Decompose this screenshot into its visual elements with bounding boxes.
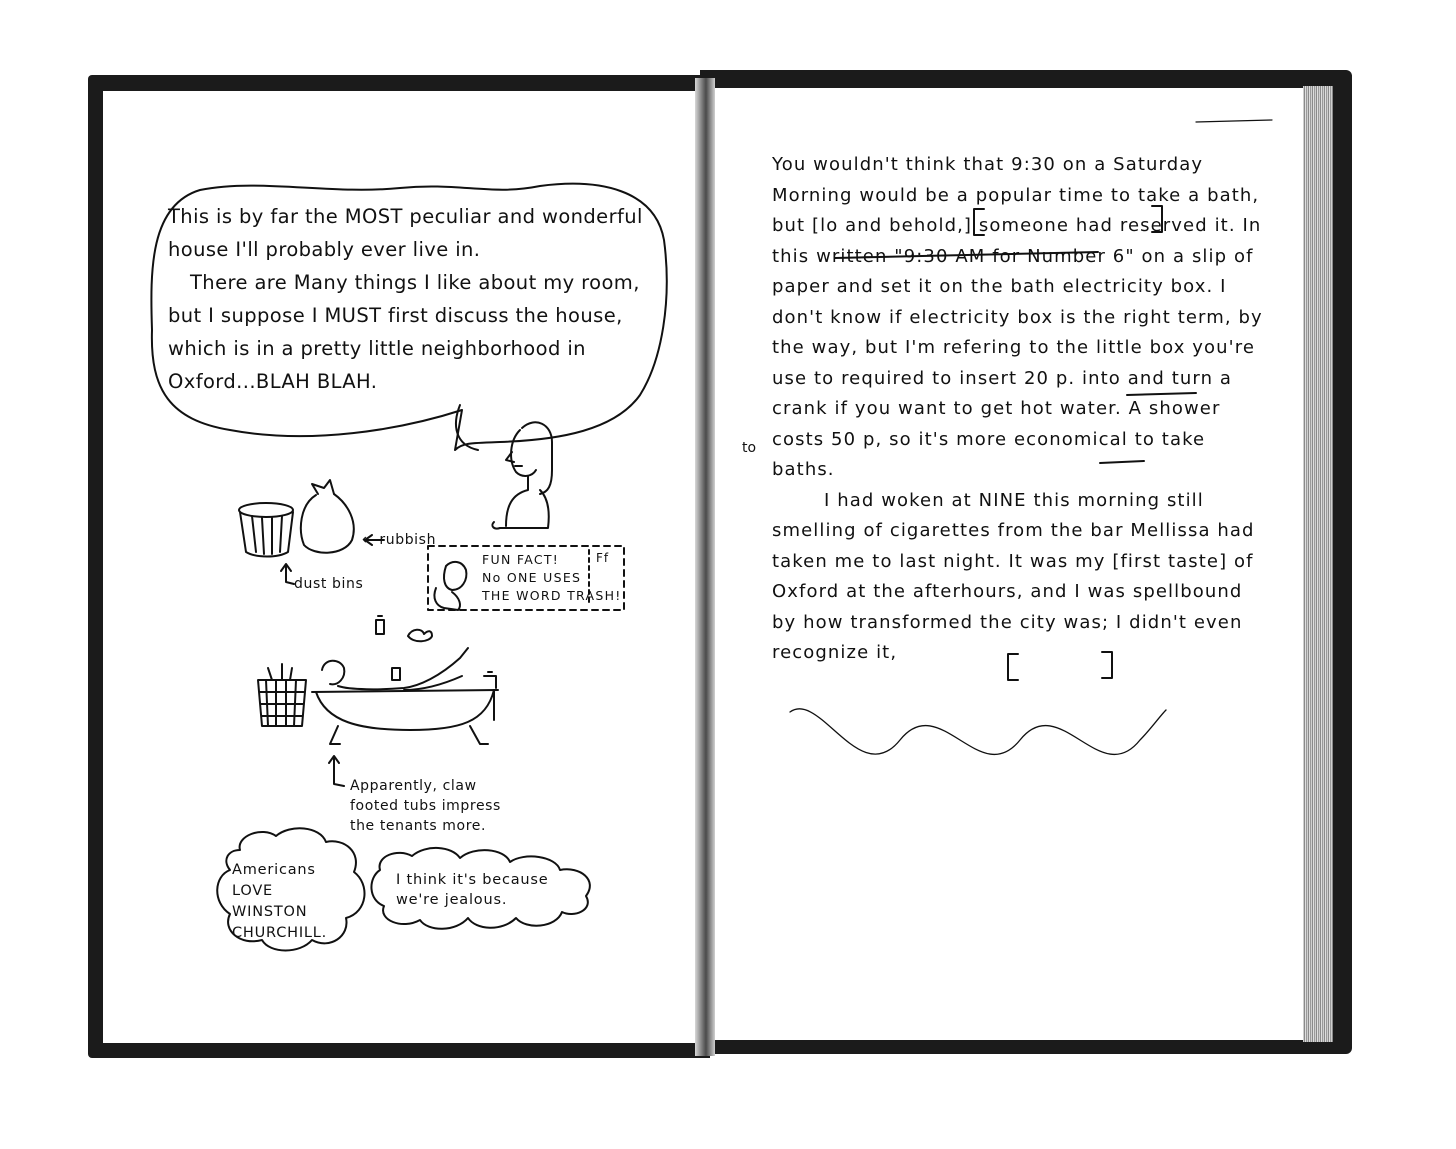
rubber-duck-icon [408,630,432,642]
fun-fact-line-3: THE WORD TRASH! [482,588,622,603]
fun-fact-line-2: No ONE USES [482,570,582,585]
journal-paragraph-2: I had woken at NINE this morning still smelling of cigarettes from the bar Mellissa had taken me to last night. It was my [first taste] of Oxford at the afterhours, and I was spellbound by how transformed the city was; I didn't even recognize it, [772,489,1255,663]
dust-bin-icon [239,503,293,557]
fun-fact-badge: Ff [596,551,610,565]
bottle-icon [376,616,384,634]
margin-mark: to [742,440,757,456]
rubbish-label: ← rubbish [362,532,437,548]
bubble-paragraph-2: There are Many things I like about my room, but I suppose I MUST first discuss the house, which is in a pretty little neighborhood in Oxford...BLAH BLAH. [168,271,640,393]
small-figure-icon [434,562,466,610]
fun-fact-line-1: FUN FACT! [482,552,560,567]
cloud-right-text: I think it's because we're jealous. [396,872,549,908]
bathtub-icon [312,648,498,744]
bubble-paragraph-1: This is by far the MOST peculiar and wonderful house I'll probably ever live in. [168,205,643,261]
claw-tub-caption: Apparently, claw footed tubs impress the tenants more. [350,778,501,834]
dust-bins-label: dust bins [294,576,364,592]
journal-paragraph-1: You wouldn't think that 9:30 on a Saturday Morning would be a popular time to take a bath, but [lo and behold,] someone had reserved it. In this written "9:30 AM for Number 6" on a slip of paper and set it on the bath electricity box. I don't know if electricity box is the right term, by the way, but I'm refering to the little box you're use to required to insert 20 p. into and turn a crank if you want to get hot water. A shower costs 50 p, so it's more economical to take baths. [772,154,1263,480]
rubbish-bag-icon [301,480,354,553]
cloud-left-text: Americans LOVE WINSTON CHURCHILL. [232,862,328,941]
journal-entry [772,150,1272,669]
wavy-underline [790,709,1166,755]
basket-icon [258,664,306,726]
speech-bubble-text [168,200,648,398]
